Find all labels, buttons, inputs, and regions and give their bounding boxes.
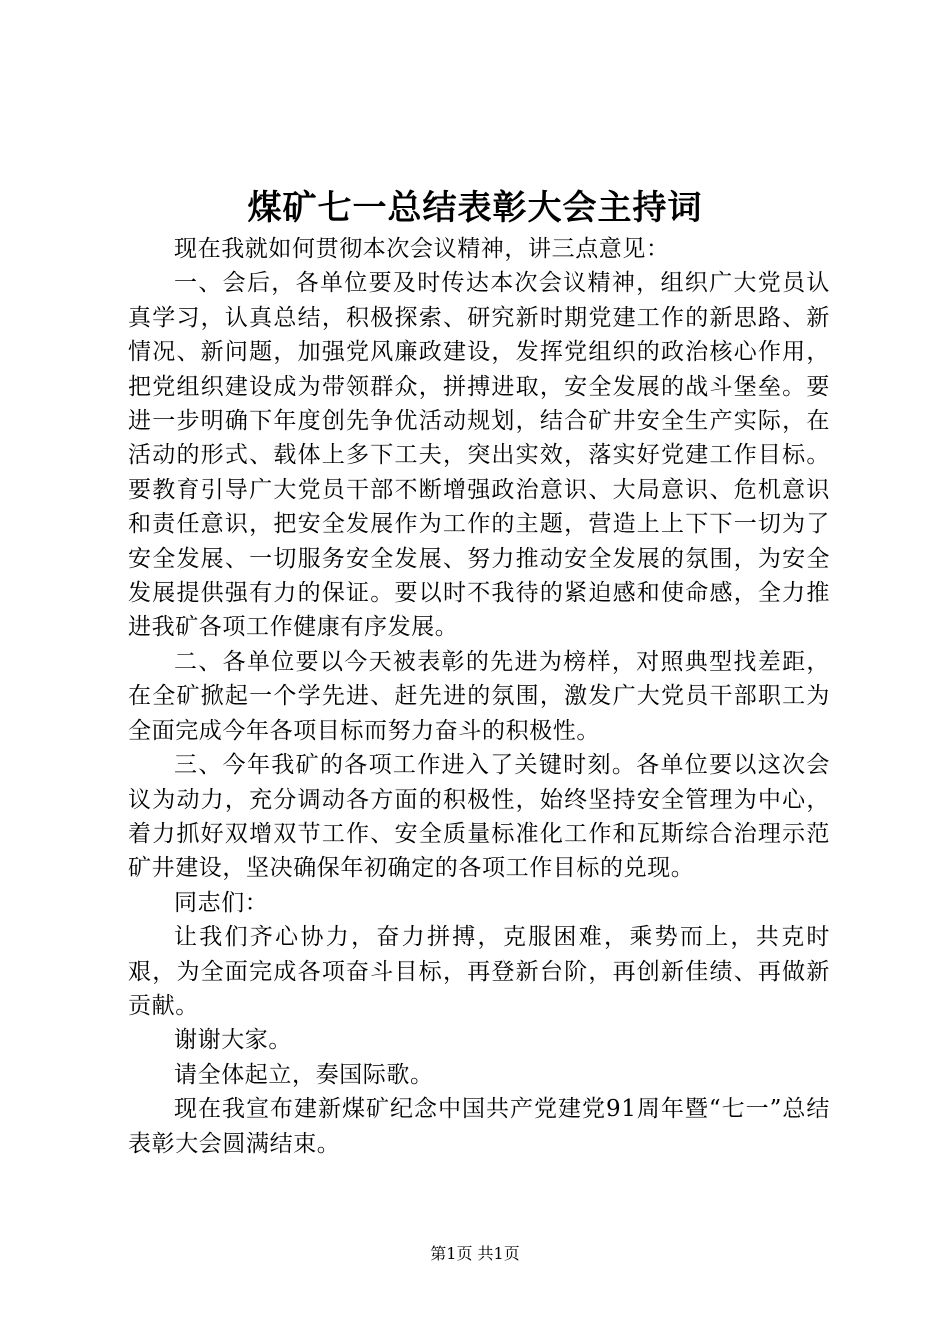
paragraph-closing: 现在我宣布建新煤矿纪念中国共产党建党91周年暨“七一”总结表彰大会圆满结束。: [128, 1096, 830, 1157]
page-footer: 第1页 共1页: [430, 1244, 520, 1263]
paragraph-appeal: 让我们齐心协力，奋力拼搏，克服困难，乘势而上，共克时艰，为全面完成各项奋斗目标，再登新台阶，再创新佳绩、再做新贡献。: [128, 924, 830, 1019]
paragraph-point-one: 一、会后，各单位要及时传达本次会议精神，组织广大党员认真学习，认真总结，积极探索、研究新时期党建工作的新思路、新情况、新问题，加强党风廉政建设，发挥党组织的政治核心作用，把党组织建设成为带领群众，拼搏进取，安全发展的战斗堡垒。要进一步明确下年度创先争优活动规划，结合矿井安全生产实际，在活动的形式、载体上多下工夫，突出实效，落实好党建工作目标。要教育引导广大党员干部不断增强政治意识、大局意识、危机意识和责任意识，把安全发展作为工作的主题，营造上上下下一切为了安全发展、一切服务安全发展、努力推动安全发展的氛围，为安全发展提供强有力的保证。要以时不我待的紧迫感和使命感，全力推进我矿各项工作健康有序发展。: [128, 270, 830, 641]
document-body: [128, 232, 830, 1161]
paragraph-point-three: 三、今年我矿的各项工作进入了关键时刻。各单位要以这次会议为动力，充分调动各方面的积极性，始终坚持安全管理为中心，着力抓好双增双节工作、安全质量标准化工作和瓦斯综合治理示范矿井建设，坚决确保年初确定的各项工作目标的兑现。: [128, 752, 830, 882]
paragraph-thanks: 谢谢大家。: [174, 1027, 292, 1054]
paragraph-salutation: 同志们：: [174, 889, 269, 916]
paragraph-anthem: 请全体起立，奏国际歌。: [174, 1061, 434, 1088]
paragraph-intro: 现在我就如何贯彻本次会议精神，讲三点意见：: [174, 236, 670, 262]
paragraph-point-two: 二、各单位要以今天被表彰的先进为榜样，对照典型找差距，在全矿掀起一个学先进、赶先进的氛围，激发广大党员干部职工为全面完成今年各项目标而努力奋斗的积极性。: [128, 648, 830, 744]
document-title: 煤矿七一总结表彰大会主持词: [247, 188, 703, 228]
